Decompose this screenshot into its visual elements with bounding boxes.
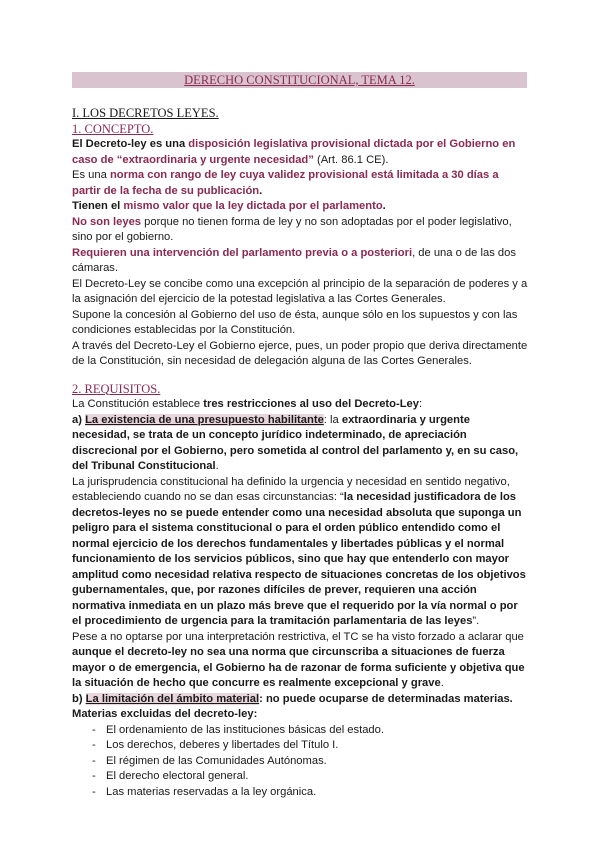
excluded-list [72,723,528,801]
document-body [72,106,528,800]
item-a-habilitante: a) La existencia de una presupuesto habilitante: la extraordinaria y urgente necesidad, se trata de un concepto jurídico indeterminado, de apreciación discrecional por el Gobierno, pero sometida al control del parlamento y, en su caso, del Tribunal Constitucional. [72,413,519,472]
document-title: DERECHO CONSTITUCIONAL, TEMA 12. [72,72,527,88]
subheading-requisitos: 2. REQUISITOS. [72,381,161,396]
list-item: - El régimen de las Comunidades Autónomas. [94,754,528,770]
paragraph-jurisprudence: La jurisprudencia constitucional ha definido la urgencia y necesidad en sentido negativo, estableciendo cuando no se dan esas circunstancias: “la necesidad justificadora de los decretos-leyes no se puede entender como una necesidad absoluta que suponga un peligro para el sistema constitucional o para el orden público entendido como el normal ejercicio de los derechos fundamentales y libertades públicas y el normal funcionamiento de los servicios públicos, sino que hay que entenderlo con mayor amplitud como necesidad relativa respecto de situaciones concretas de los objetivos gubernamentales, que, por razones difíciles de prever, requieren una acción normativa inmediata en un plazo más breve que el requerido por la vía normal o por el procedimiento de urgencia para la tramitación parlamentaria de las leyes”. [72,475,526,627]
paragraph-concession: Supone la concesión al Gobierno del uso de ésta, aunque sólo en los supuestos y con las condiciones establecidas por la Constitución. [72,308,518,336]
list-item: - El ordenamiento de las instituciones básicas del estado. [94,723,528,739]
paragraph-rank: Es una norma con rango de ley cuya validez provisional está limitada a 30 días a partir de la fecha de su publicación. [72,169,499,197]
paragraph-not-laws: No son leyes porque no tienen forma de ley y no son adoptadas por el poder legislativo, sino por el gobierno. [72,215,512,243]
paragraph-restrictions-intro: La Constitución establece tres restricciones al uso del Decreto-Ley: [72,398,423,410]
item-b-material: b) La limitación del ámbito material: no puede ocuparse de determinadas materias. [72,692,513,705]
paragraph-exception: El Decreto-Ley se concibe como una excepción al principio de la separación de poderes y a la asignación del ejercicio de la potestad legislativa a las Cortes Generales. [72,277,528,305]
paragraph-value: Tienen el mismo valor que la ley dictada por el parlamento. [72,200,386,212]
list-item: - El derecho electoral general. [94,769,528,785]
excluded-heading: Materias excluidas del decreto-ley: [72,708,258,720]
list-item: - Los derechos, deberes y libertades del Título I. [94,738,528,754]
section-heading: I. LOS DECRETOS LEYES. [72,106,219,120]
subheading-concepto: 1. CONCEPTO. [72,121,154,136]
list-item: - Las materias reservadas a la ley orgánica. [94,785,528,801]
paragraph-own-power: A través del Decreto-Ley el Gobierno ejerce, pues, un poder propio que deriva directamente de la Constitución, sin necesidad de delegación alguna de las Cortes Generales. [72,339,528,367]
paragraph-definition: El Decreto-ley es una disposición legislativa provisional dictada por el Gobierno en caso de “extraordinaria y urgente necesidad” (Art. 86.1 CE). [72,138,516,166]
paragraph-intervention: Requieren una intervención del parlamento previa o a posteriori, de una o de las dos cámaras. [72,246,516,274]
paragraph-tc-clarification: Pese a no optarse por una interpretación restrictiva, el TC se ha visto forzado a aclarar que aunque el decreto-ley no sea una norma que circunscriba a situaciones de fuerza mayor o de emergencia, el Gobierno ha de razonar de forma suficiente y objetiva que la situación de hecho que concurre es realmente excepcional y grave. [72,630,525,689]
